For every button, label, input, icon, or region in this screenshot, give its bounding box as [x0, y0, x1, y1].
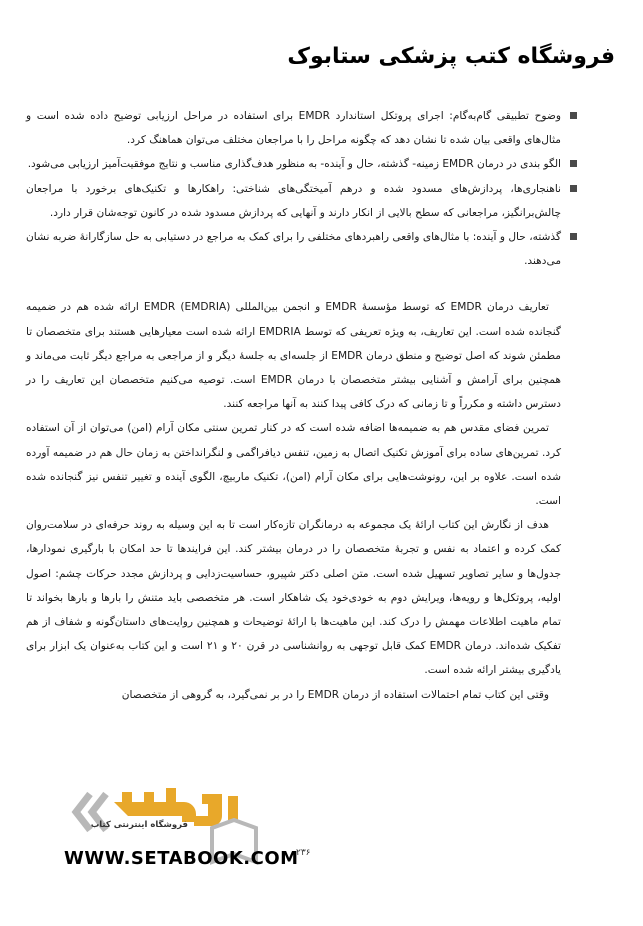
body-paragraph: هدف از نگارش این کتاب ارائهٔ یک مجموعه به درمانگران تازه‌کار است تا به این وسیله به روند حرفه‌ای در سلامت‌روان کمک کرده و اعتماد به نفس و تجربهٔ متخصصان را در درمان بیشتر کند. این فرایندها تا حد امکان با بارگیری نمودارها، جدول‌ها و سایر تصاویر تسهیل شده است. متن اصلی دکتر شپیرو، حساسیت‌زدایی و پردازش مجدد حرکات چشم: اصول اولیه، پروتکل‌ها و رویه‌ها، ویرایش دوم به خودی‌خود یک شاهکار است. هر متخصصی باید متنش را بارها و بارها بخواند تا تمام ماهیت اطلاعات مهمش را درک کند. این ماهیت‌ها با ارائهٔ توضیحات و همچنین روایت‌های داستان‌گونه و شفاف از هم تفکیک شده‌اند. درمان EMDR کمک قابل توجهی به روانشناسی در قرن ۲۰ و ۲۱ است و این کتاب به‌عنوان یک ابزار برای یادگیری بیشتر ارائه شده است.	[26, 519, 561, 677]
list-item-text: گذشته، حال و آینده: با مثال‌های واقعی راهبردهای مختلفی را برای کمک به مراجع در دستیابی به حل سازگارانهٔ ضربه نشان می‌دهند.	[26, 231, 561, 268]
feature-bullet-list	[26, 104, 561, 273]
page-title: فروشگاه کتب پزشکی ستابوک	[287, 44, 615, 69]
page-number: ۲۳۶	[296, 848, 311, 858]
body-paragraph: وقتی این کتاب تمام احتمالات استفاده از درمان EMDR را در بر نمی‌گیرد، به گروهی از متخصصان	[121, 688, 549, 701]
list-item-text: وضوح تطبیقی گام‌به‌گام: اجرای پروتکل استاندارد EMDR برای استفاده در مراحل ارزیابی توضیح داده شده است و مثال‌های واقعی بیان شده تا نشان دهد که چگونه مراحل را با مراجعان مختلف می‌توان هماهنگ کرد.	[26, 110, 562, 147]
logo-tagline: فروشگاه اینترنتی کتاب	[90, 820, 188, 830]
list-item-text: الگو بندی در درمان EMDR زمینه- گذشته، حال و آینده- به منظور هدف‌گذاری مناسب و نتایج موفقیت‌آمیز ارزیابی می‌شود.	[27, 158, 561, 171]
book-page-content	[26, 104, 561, 707]
square-bullet-icon	[570, 160, 577, 167]
list-item-text: ناهنجاری‌ها، پردازش‌های مسدود شده و درهم آمیختگی‌های شناختی: راهکارها و تکنیک‌های برخورد با مراجعان چالش‌برانگیز، مراجعانی که سطح بالایی از انکار دارند و آنهایی که پردازش مسدود شده در کانون توجه‌شان قرار دارد.	[26, 182, 561, 219]
list-item	[26, 152, 561, 176]
square-bullet-icon	[570, 185, 577, 192]
website-url: WWW.SETABOOK.COM	[64, 848, 299, 869]
list-item	[26, 177, 561, 225]
square-bullet-icon	[570, 112, 577, 119]
list-item	[26, 104, 561, 152]
setabook-logo-icon	[62, 782, 292, 892]
square-bullet-icon	[570, 233, 577, 240]
list-item	[26, 225, 561, 273]
body-paragraph: تمرین فضای مقدس هم به ضمیمه‌ها اضافه شده است که در کنار تمرین سنتی مکان آرام (امن) می‌توان از آن استفاده کرد. تمرین‌های ساده برای آموزش تکنیک اتصال به زمین، تنفس دیافراگمی و لنگرانداختن به زمان حال هم در ضمیمه آورده شده است. علاوه بر این، رونوشت‌هایی برای مکان آرام (امن)، تکنیک ماربیچ، الگوی آینده و تغییر تنفس نیز گنجانده شده است.	[26, 422, 561, 508]
body-paragraph: تعاریف درمان EMDR که توسط مؤسسهٔ EMDR و انجمن بین‌المللی EMDR (EMDRIA) ارائه شده هم در ضمیمه گنجانده شده است. این تعاریف، به ویژه تعریفی که توسط EMDRIA ارائه شده است معیارهایی هستند برای متخصصان تا مطمئن شوند که اصل توضیح و منطق درمان EMDR از جلسه‌ای به جلسهٔ دیگر و از مراجعی به مراجع دیگر ثابت می‌ماند و همچنین برای آرامش و آشنایی بیشتر متخصصان با درمان EMDR است. توصیه می‌کنیم متخصصان این تعاریف را در دسترس داشته و مکرراً و تا زمانی که درک کافی پیدا کنند به آنها مراجعه کنند.	[26, 301, 561, 411]
